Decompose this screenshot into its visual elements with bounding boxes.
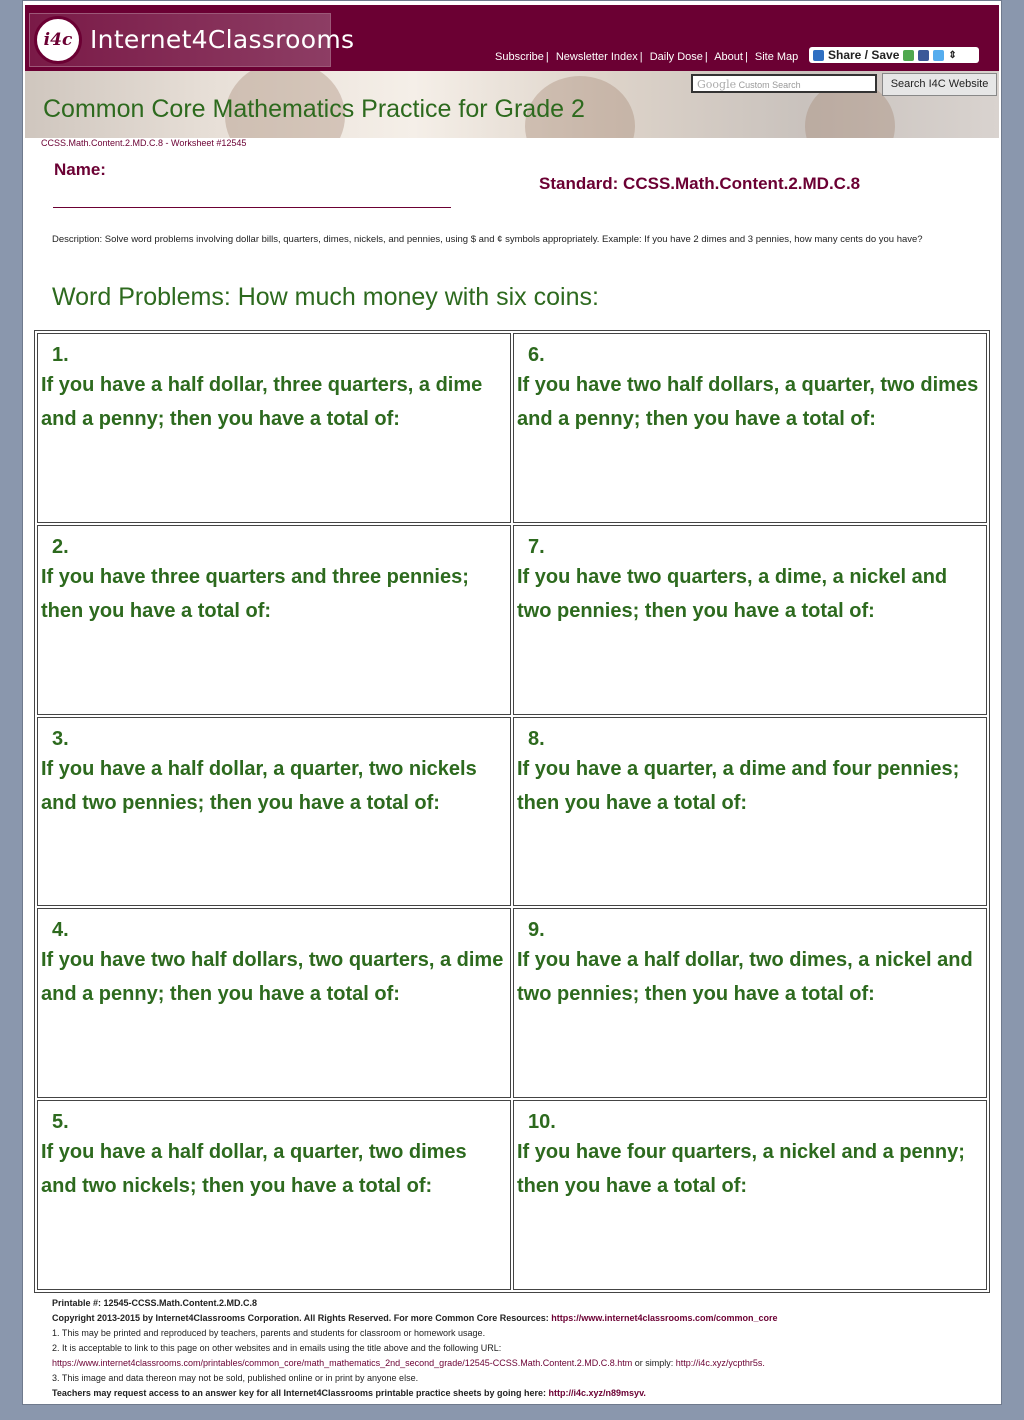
nav-separator: | <box>744 51 748 63</box>
problem-number: 8. <box>528 727 545 750</box>
twitter-icon <box>933 50 944 61</box>
nav-newsletter-index[interactable]: Newsletter Index <box>555 51 638 63</box>
problem-cell <box>37 908 511 1098</box>
footer <box>52 1296 982 1401</box>
problems-grid <box>34 330 990 1293</box>
problem-text: If you have a half dollar, a quarter, two nickels and two pennies; then you have a total of: <box>41 757 477 814</box>
problem-text: If you have a half dollar, three quarters, a dime and a penny; then you have a total of: <box>41 374 483 430</box>
nav-about[interactable]: About <box>714 51 743 63</box>
problem-cell <box>37 333 511 523</box>
facebook-icon <box>918 50 929 61</box>
worksheet-url-link[interactable]: https://www.internet4classrooms.com/printables/common_core/math_mathematics_2nd_second_grade/12545-CCSS.Math.Content.2.MD.C.8.htm <box>52 1358 633 1368</box>
problem-number: 3. <box>52 727 69 750</box>
common-core-link[interactable]: https://www.internet4classrooms.com/common_core <box>551 1313 778 1323</box>
printable-id: Printable #: 12545-CCSS.Math.Content.2.MD.C.8 <box>52 1298 258 1308</box>
site-header <box>25 5 999 71</box>
problem-text: If you have three quarters and three pennies; then you have a total of: <box>41 565 469 622</box>
problem-text: If you have a half dollar, two dimes, a nickel and two pennies; then you have a total of: <box>517 949 973 1006</box>
share-label: Share / Save <box>828 48 900 62</box>
short-url-link[interactable]: http://i4c.xyz/ycpthr5s. <box>675 1358 765 1368</box>
problem-cell <box>513 525 987 715</box>
site-logo[interactable] <box>29 13 355 67</box>
search-input[interactable] <box>691 74 877 93</box>
problem-text: If you have a quarter, a dime and four pennies; then you have a total of: <box>517 757 960 814</box>
problem-number: 10. <box>528 1111 556 1134</box>
usage-note-3: 3. This image and data thereon may not be sold, published online or in print by anyone else. <box>52 1373 419 1383</box>
standard-label: Standard: CCSS.Math.Content.2.MD.C.8 <box>539 174 861 193</box>
problem-number: 6. <box>528 344 545 366</box>
section-title: Word Problems: How much money with six coins: <box>52 283 599 311</box>
logo-badge: i4c <box>34 16 82 64</box>
nav-separator: | <box>639 51 643 63</box>
nav-site-map[interactable]: Site Map <box>754 51 799 63</box>
nav-daily-dose[interactable]: Daily Dose <box>649 51 703 63</box>
logo-text: Internet4Classrooms <box>90 25 355 54</box>
share-save-button[interactable] <box>809 47 979 63</box>
search-placeholder: Custom Search <box>738 80 801 90</box>
problem-number: 9. <box>528 919 545 942</box>
usage-note-2: 2. It is acceptable to link to this page on other websites and in emails using the title above and the following URL: <box>52 1343 502 1353</box>
problem-cell <box>37 1100 511 1290</box>
problem-number: 4. <box>52 919 69 942</box>
problem-text: If you have two half dollars, a quarter, two dimes and a penny; then you have a total of: <box>517 374 979 430</box>
problem-cell <box>513 717 987 907</box>
problem-cell <box>513 333 987 523</box>
problem-number: 7. <box>528 535 545 558</box>
problem-cell <box>37 525 511 715</box>
answer-key-link[interactable]: http://i4c.xyz/n89msyv. <box>548 1388 646 1398</box>
worksheet-id: CCSS.Math.Content.2.MD.C.8 - Worksheet #12545 <box>41 138 247 148</box>
url-connector: or simply: <box>632 1358 676 1368</box>
answer-key-note <box>52 1386 982 1401</box>
nav-subscribe[interactable]: Subscribe <box>495 51 544 63</box>
problem-number: 1. <box>52 344 69 366</box>
top-nav <box>495 51 798 63</box>
usage-note-2-urls <box>52 1356 982 1371</box>
dropdown-arrows-icon: ⇕ <box>948 49 957 61</box>
email-icon <box>903 50 914 61</box>
problem-text: If you have a half dollar, a quarter, two dimes and two nickels; then you have a total of: <box>41 1141 467 1198</box>
worksheet-page <box>22 0 1002 1405</box>
banner-photo <box>25 71 999 138</box>
description: Description: Solve word problems involving dollar bills, quarters, dimes, nickels, and pennies, using $ and ¢ symbols appropriately. Example: If you have 2 dimes and 3 pennies, how many cents do you have? <box>52 234 923 245</box>
problem-text: If you have two quarters, a dime, a nickel and two pennies; then you have a total of: <box>517 565 948 622</box>
problem-cell <box>513 1100 987 1290</box>
name-line <box>53 207 451 208</box>
nav-separator: | <box>704 51 708 63</box>
page-title: Common Core Mathematics Practice for Grade 2 <box>43 95 585 123</box>
problem-cell <box>513 908 987 1098</box>
copyright-text: Copyright 2013-2015 by Internet4Classrooms Corporation. All Rights Reserved. For more Common Core Resources: <box>52 1313 552 1323</box>
problem-number: 2. <box>52 535 69 558</box>
answer-key-text: Teachers may request access to an answer key for all Internet4Classrooms printable practice sheets by going here: <box>52 1388 549 1398</box>
problem-text: If you have two half dollars, two quarters, a dime and a penny; then you have a total of: <box>41 949 504 1006</box>
problem-cell <box>37 717 511 907</box>
usage-note-1: 1. This may be printed and reproduced by teachers, parents and students for classroom or homework usage. <box>52 1328 486 1338</box>
share-plus-icon <box>813 50 824 61</box>
name-label: Name: <box>54 160 106 179</box>
problem-number: 5. <box>52 1111 69 1134</box>
search-button[interactable]: Search I4C Website <box>882 73 997 96</box>
google-logo: Google <box>697 78 737 91</box>
problem-text: If you have four quarters, a nickel and a penny; then you have a total of: <box>517 1141 965 1198</box>
nav-separator: | <box>545 51 549 63</box>
copyright <box>52 1311 982 1326</box>
